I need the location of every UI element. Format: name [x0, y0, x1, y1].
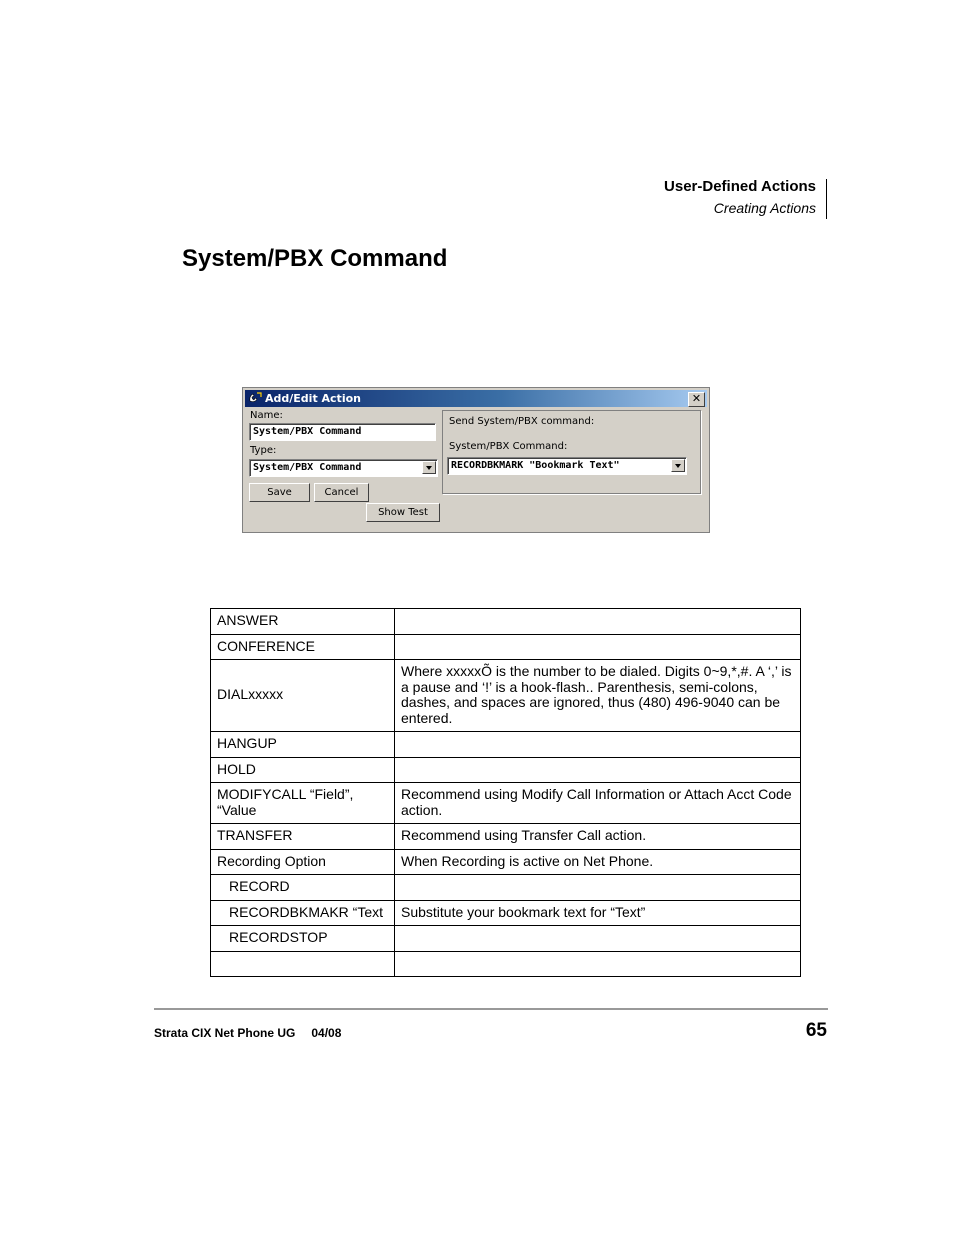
- command-cell: CONFERENCE: [211, 634, 395, 660]
- table-row: [211, 634, 801, 660]
- command-cell: RECORD: [211, 875, 395, 901]
- table-row: [211, 849, 801, 875]
- name-label: Name:: [250, 410, 283, 421]
- description-cell: [395, 926, 801, 952]
- header-rule: [826, 179, 827, 219]
- command-cell: MODIFYCALL “Field”, “Value: [211, 783, 395, 824]
- description-cell: [395, 609, 801, 635]
- dialog-title: Add/Edit Action: [265, 392, 361, 405]
- page-number: 65: [805, 1020, 827, 1041]
- footer-doc-info: [154, 1026, 357, 1040]
- table-row: [211, 757, 801, 783]
- group-heading: Send System/PBX command:: [449, 416, 595, 427]
- description-cell: Where xxxxxÕ is the number to be dialed. Digits 0~9,*,#. A ‘,’ is a pause and ‘!’ is a hook-flash.. Parenthesis, semi-colons, dashes, and spaces are ignored, thus (480) 496-9040 can be entered.: [395, 660, 801, 732]
- command-cell: [211, 951, 395, 976]
- command-table: [210, 608, 801, 977]
- table-row: [211, 783, 801, 824]
- command-select[interactable]: [447, 457, 687, 475]
- command-label: System/PBX Command:: [449, 441, 568, 452]
- description-cell: [395, 732, 801, 758]
- type-select-value: System/PBX Command: [253, 462, 362, 473]
- running-header-subtitle: Creating Actions: [713, 200, 816, 216]
- description-cell: When Recording is active on Net Phone.: [395, 849, 801, 875]
- command-cell: DIALxxxxx: [211, 660, 395, 732]
- name-input[interactable]: System/PBX Command: [249, 423, 436, 441]
- command-cell: HANGUP: [211, 732, 395, 758]
- command-cell: RECORDBKMAKR “Text: [211, 900, 395, 926]
- command-cell: HOLD: [211, 757, 395, 783]
- description-cell: [395, 951, 801, 976]
- footer-doc-title: Strata CIX Net Phone UG: [154, 1026, 296, 1040]
- description-cell: [395, 757, 801, 783]
- show-test-button[interactable]: Show Test: [366, 503, 440, 522]
- table-row: [211, 609, 801, 635]
- command-cell: ANSWER: [211, 609, 395, 635]
- type-select[interactable]: [249, 459, 438, 477]
- command-select-value: RECORDBKMARK "Bookmark Text": [451, 460, 620, 471]
- table-row: [211, 660, 801, 732]
- table-row: [211, 926, 801, 952]
- table-row: [211, 732, 801, 758]
- description-cell: Substitute your bookmark text for “Text”: [395, 900, 801, 926]
- description-cell: Recommend using Transfer Call action.: [395, 824, 801, 850]
- description-cell: [395, 634, 801, 660]
- add-edit-action-dialog: [242, 387, 710, 533]
- type-label: Type:: [250, 445, 277, 456]
- dialog-titlebar[interactable]: [245, 390, 707, 407]
- running-header-title: User-Defined Actions: [664, 178, 816, 195]
- command-cell: RECORDSTOP: [211, 926, 395, 952]
- table-row: [211, 875, 801, 901]
- footer-rule: [154, 1008, 828, 1010]
- command-groupbox: [442, 410, 701, 494]
- chevron-down-icon[interactable]: [422, 461, 436, 474]
- close-button[interactable]: ✕: [688, 392, 705, 407]
- table-row: [211, 824, 801, 850]
- chevron-down-icon[interactable]: [671, 459, 685, 472]
- command-cell: Recording Option: [211, 849, 395, 875]
- table-row: [211, 951, 801, 976]
- description-cell: [395, 875, 801, 901]
- phone-icon: [248, 392, 262, 405]
- cancel-button[interactable]: Cancel: [314, 483, 369, 502]
- table-row: [211, 900, 801, 926]
- description-cell: Recommend using Modify Call Information or Attach Acct Code action.: [395, 783, 801, 824]
- save-button[interactable]: Save: [249, 483, 310, 502]
- section-title: System/PBX Command: [182, 245, 448, 272]
- command-cell: TRANSFER: [211, 824, 395, 850]
- footer-date: 04/08: [311, 1026, 342, 1040]
